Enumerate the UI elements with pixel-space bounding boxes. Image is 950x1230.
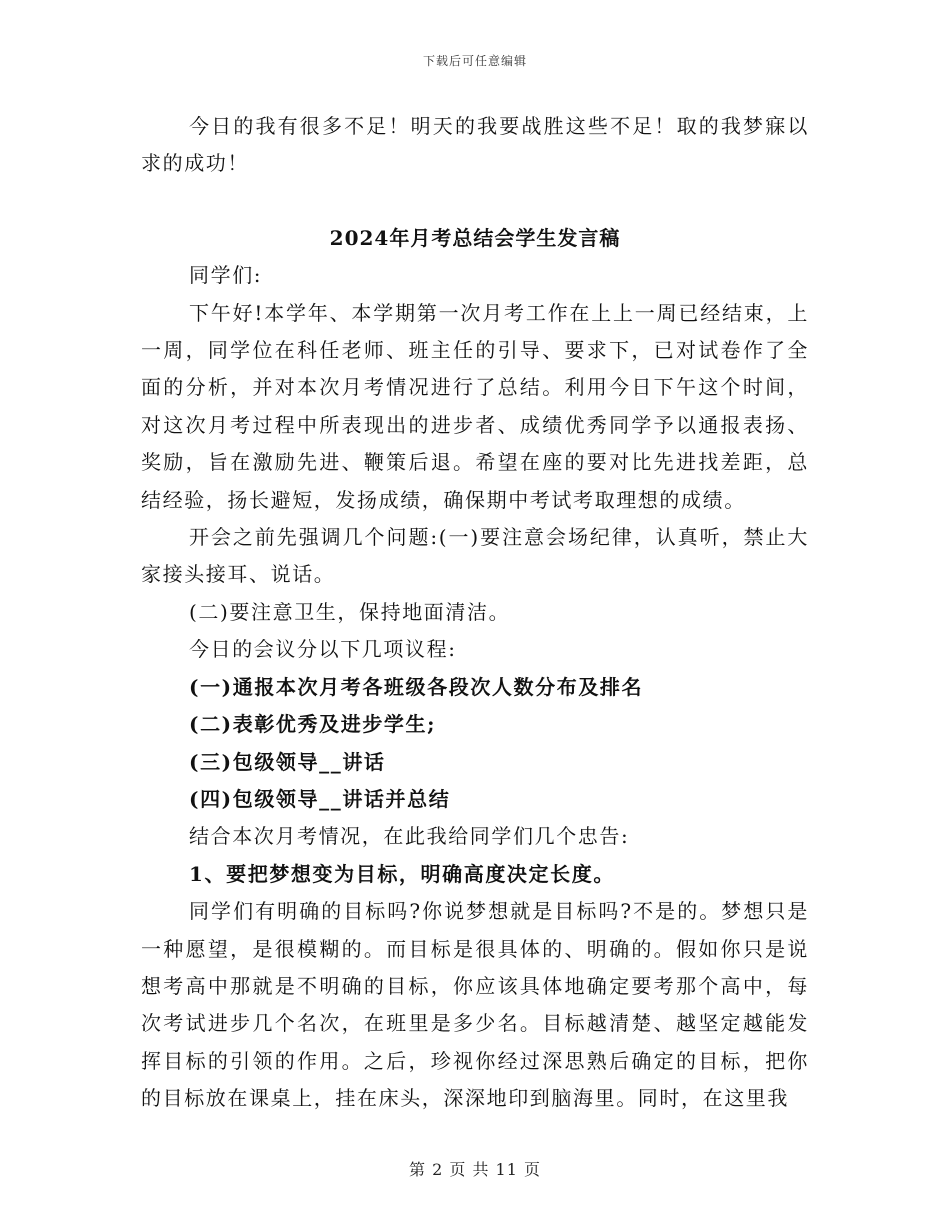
page-footer: 第 2 页 共 11 页 [409,1160,541,1179]
document-body [141,108,809,1118]
agenda-item-2: (二)表彰优秀及进步学生; [189,712,437,737]
agenda-item-1: (一)通报本次月考各班级各段次人数分布及排名 [189,674,644,699]
hygiene-paragraph: (二)要注意卫生，保持地面清洁。 [189,599,511,624]
page-header: 下载后可任意编辑 [422,54,527,68]
rules-paragraph: 开会之前先强调几个问题:(一)要注意会场纪律，认真听，禁止大家接头接耳、说话。 [141,525,809,587]
agenda-item-3: (三)包级领导__讲话 [189,749,386,774]
opening-paragraph: 下午好!本学年、本学期第一次月考工作在上上一周已经结束，上一周，同学位在科任老师、班主任的引导、要求下，已对试卷作了全面的分析，并对本次月考情况进行了总结。利用今日下午这个时间，对这次月考过程中所表现出的进步者、成绩优秀同学予以通报表扬、奖励，旨在激励先进、鞭策后退。希望在座的要对比先进找差距，总结经验，扬长避短，发扬成绩，确保期中考试考取理想的成绩。 [141,300,809,512]
greeting: 同学们: [189,263,263,288]
intro-paragraph: 今日的我有很多不足！明天的我要战胜这些不足！取的我梦寐以求的成功！ [141,114,809,176]
advice-paragraph-1: 同学们有明确的目标吗?你说梦想就是目标吗?不是的。梦想只是一种愿望，是很模糊的。而目标是很具体的、明确的。假如你只是说想考高中那就是不明确的目标，你应该具体地确定要考那个高中，每次考试进步几个名次，在班里是多少名。目标越清楚、越坚定越能发挥目标的引领的作用。之后，珍视你经过深思熟后确定的目标，把你的目标放在课桌上，挂在床头，深深地印到脑海里。同时，在这里我 [141,899,809,1111]
advice-heading-1: 1、要把梦想变为目标，明确高度决定长度。 [189,861,615,886]
advice-intro: 结合本次月考情况，在此我给同学们几个忠告: [189,824,630,849]
speech-title: 2024年月考总结会学生发言稿 [329,225,621,250]
section-gap [141,183,809,220]
agenda-item-4: (四)包级领导__讲话并总结 [189,786,451,811]
agenda-intro: 今日的会议分以下几项议程: [189,637,457,662]
